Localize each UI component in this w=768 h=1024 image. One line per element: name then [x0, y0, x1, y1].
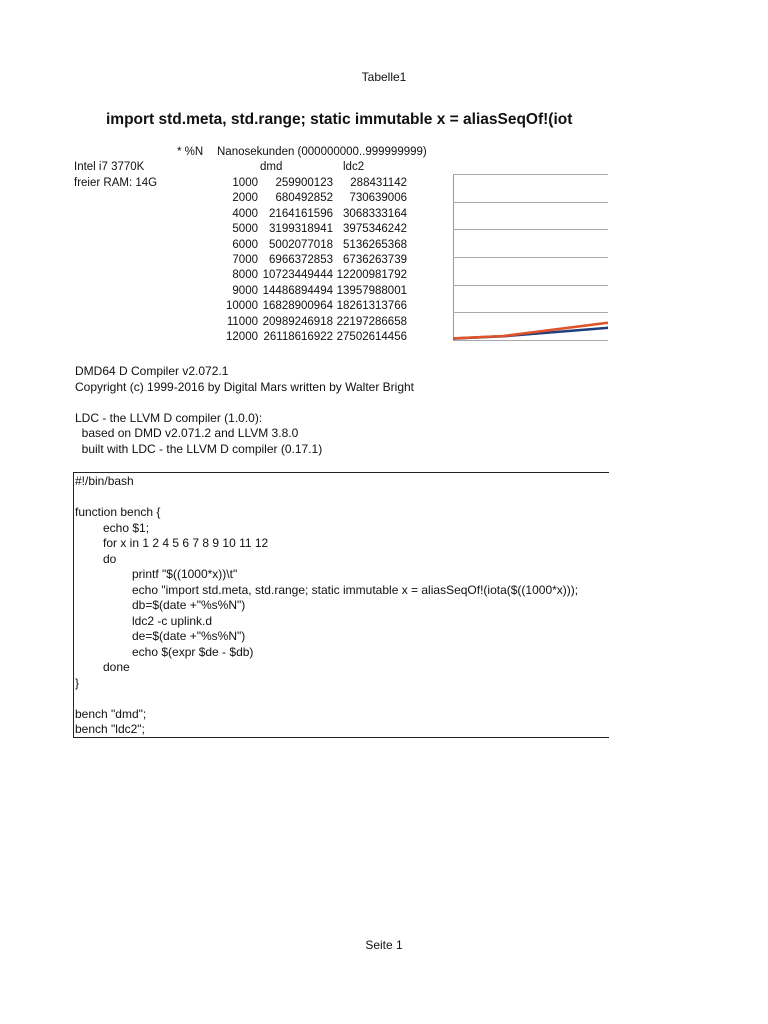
script-line: echo $(expr $de - $db) — [132, 644, 254, 659]
dmd-column-header: dmd — [260, 161, 283, 173]
unit-column-header: Nanosekunden (000000000..999999999) — [217, 146, 427, 158]
benchmark-line-chart — [453, 171, 608, 341]
dmd-cell: 2164161596 — [269, 207, 333, 220]
compiler-info-line: Copyright (c) 1999-2016 by Digital Mars written by Walter Bright — [75, 379, 415, 394]
dmd-cell: 3199318941 — [269, 223, 333, 236]
n-cell: 4000 — [232, 207, 258, 220]
table-row — [220, 269, 450, 284]
n-cell: 1000 — [232, 177, 258, 189]
n-cell: 7000 — [232, 254, 258, 266]
dmd-cell: 6966372853 — [269, 254, 333, 266]
sheet-name-header: Tabelle1 — [361, 70, 407, 84]
script-line: echo $1; — [103, 520, 150, 535]
table-row — [220, 192, 450, 207]
ldc2-cell: 288431142 — [350, 177, 407, 189]
table-row — [220, 300, 450, 315]
ldc2-cell: 3975346242 — [343, 223, 407, 236]
ldc2-series-line — [453, 188, 608, 339]
ldc2-cell: 12200981792 — [336, 269, 407, 282]
table-row — [220, 254, 450, 269]
dmd-cell: 680492852 — [275, 192, 333, 205]
ldc2-column-header: ldc2 — [343, 161, 365, 173]
ldc2-cell: 22197286658 — [336, 315, 407, 328]
n-cell: 8000 — [232, 269, 258, 282]
n-cell: 11000 — [226, 315, 258, 328]
dmd-cell: 20989246918 — [262, 315, 333, 328]
script-line: function bench { — [75, 505, 161, 519]
cpu-label: Intel i7 3770K — [74, 161, 145, 173]
n-cell: 5000 — [232, 223, 258, 236]
n-cell: 10000 — [226, 300, 258, 313]
n-column-header: * %N — [177, 146, 204, 158]
dmd-cell: 10723449444 — [262, 269, 333, 282]
table-row — [220, 239, 450, 254]
table-row — [220, 316, 450, 331]
table-row — [220, 285, 450, 300]
ldc2-cell: 6736263739 — [343, 254, 407, 266]
script-line: db=$(date +"%s%N") — [132, 598, 246, 612]
dmd-cell: 5002077018 — [269, 238, 333, 251]
script-line: ldc2 -c uplink.d — [132, 613, 213, 628]
script-line: } — [75, 675, 80, 690]
ldc2-cell: 730639006 — [349, 192, 407, 205]
n-cell: 2000 — [232, 192, 258, 205]
script-line: bench "ldc2"; — [75, 722, 145, 736]
ldc2-cell: 3068333164 — [343, 207, 407, 220]
ldc2-cell: 27502614456 — [336, 331, 407, 343]
ldc2-cell: 18261313766 — [336, 300, 407, 313]
bash-script-box — [73, 472, 609, 738]
ldc2-cell: 5136265368 — [343, 238, 407, 251]
table-row — [220, 177, 450, 192]
script-line: do — [103, 551, 117, 566]
dmd-cell: 259900123 — [275, 177, 333, 189]
n-cell: 9000 — [232, 284, 258, 297]
script-line: echo "import std.meta, std.range; static immutable x = aliasSeqOf!(iota($((1000*x))); — [132, 582, 579, 597]
page-footer: Seite 1 — [365, 938, 403, 952]
table-row — [220, 208, 450, 223]
script-line: printf "$((1000*x))\t" — [132, 567, 238, 581]
page-title: import std.meta, std.range; static immutable x = aliasSeqOf!(iot — [106, 111, 573, 128]
dmd-cell: 26118616922 — [263, 331, 333, 343]
script-line: de=$(date +"%s%N") — [132, 629, 246, 643]
ldc2-cell: 13957988001 — [336, 284, 407, 297]
ram-label: freier RAM: 14G — [74, 177, 158, 189]
script-line: bench "dmd"; — [75, 706, 147, 721]
compiler-info-line: LDC - the LLVM D compiler (1.0.0): — [75, 410, 263, 425]
n-cell: 12000 — [226, 331, 258, 343]
dmd-cell: 14486894494 — [262, 284, 333, 297]
script-line: for x in 1 2 4 5 6 7 8 9 10 11 12 — [103, 536, 269, 550]
script-line: #!/bin/bash — [75, 474, 134, 488]
compiler-info-line: built with LDC - the LLVM D compiler (0.17.1) — [75, 442, 323, 456]
compiler-info-line: DMD64 D Compiler v2.072.1 — [75, 364, 229, 378]
n-cell: 6000 — [232, 238, 258, 251]
table-row — [220, 331, 450, 346]
table-row — [220, 223, 450, 238]
dmd-cell: 16828900964 — [262, 300, 333, 313]
script-line: done — [103, 660, 130, 674]
dmd-series-line — [453, 196, 608, 339]
compiler-info-line: based on DMD v2.071.2 and LLVM 3.8.0 — [75, 426, 299, 441]
